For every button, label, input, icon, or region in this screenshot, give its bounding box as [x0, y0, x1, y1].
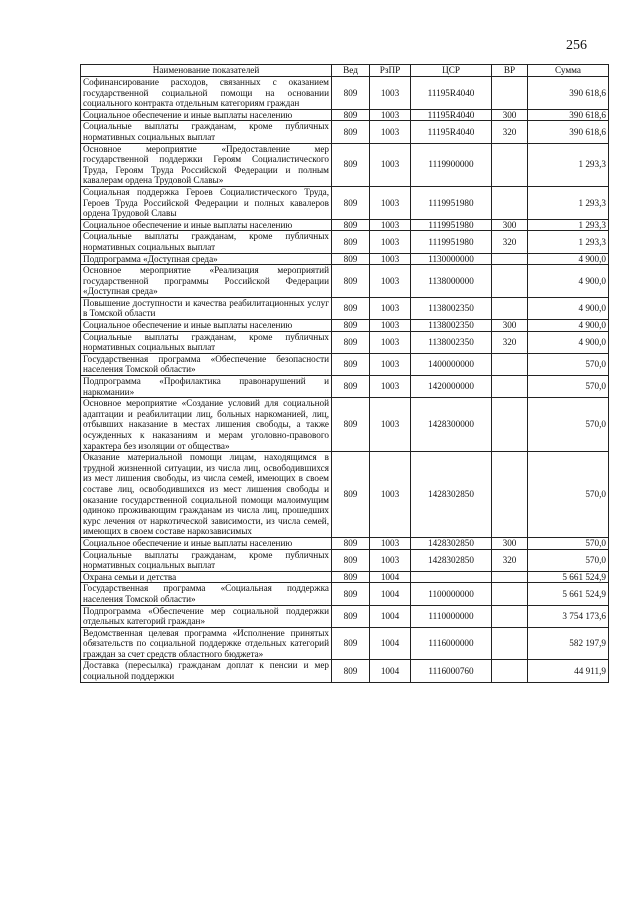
table-row — [81, 297, 609, 319]
header-vr: ВР — [492, 65, 528, 77]
row-csr: 1400000000 — [411, 353, 492, 375]
row-sum: 1 293,3 — [528, 143, 609, 186]
row-ved: 809 — [332, 143, 370, 186]
row-name: Социальные выплаты гражданам, кроме публичных нормативных социальных выплат — [81, 549, 332, 571]
row-sum: 570,0 — [528, 537, 609, 549]
row-sum: 4 900,0 — [528, 331, 609, 353]
header-name: Наименование показателей — [81, 65, 332, 77]
row-ved: 809 — [332, 537, 370, 549]
row-name: Софинансирование расходов, связанных с оказанием государственной социальной помощи на основании социального контракта отдельным категориям граждан — [81, 77, 332, 110]
row-csr: 11195R4040 — [411, 109, 492, 121]
table-row — [81, 627, 609, 660]
table-row — [81, 583, 609, 605]
row-name: Социальные выплаты гражданам, кроме публичных нормативных социальных выплат — [81, 121, 332, 143]
row-ved: 809 — [332, 376, 370, 398]
row-rzpr: 1003 — [370, 143, 411, 186]
row-sum: 1 293,3 — [528, 219, 609, 231]
row-ved: 809 — [332, 121, 370, 143]
row-csr: 1138002350 — [411, 331, 492, 353]
row-name: Подпрограмма «Обеспечение мер социальной поддержки отдельных категорий граждан» — [81, 605, 332, 627]
row-csr: 1130000000 — [411, 253, 492, 265]
row-name: Социальное обеспечение и иные выплаты населению — [81, 320, 332, 332]
table-row — [81, 398, 609, 452]
row-sum: 4 900,0 — [528, 297, 609, 319]
table-row — [81, 121, 609, 143]
header-csr: ЦСР — [411, 65, 492, 77]
row-sum: 4 900,0 — [528, 253, 609, 265]
row-vr — [492, 398, 528, 452]
row-rzpr: 1003 — [370, 549, 411, 571]
table-row — [81, 265, 609, 298]
row-rzpr: 1003 — [370, 253, 411, 265]
row-rzpr: 1004 — [370, 583, 411, 605]
row-ved: 809 — [332, 452, 370, 538]
row-sum: 1 293,3 — [528, 231, 609, 253]
row-sum: 4 900,0 — [528, 265, 609, 298]
row-rzpr: 1003 — [370, 186, 411, 219]
row-vr: 320 — [492, 331, 528, 353]
row-rzpr: 1003 — [370, 121, 411, 143]
row-csr: 1428300000 — [411, 398, 492, 452]
row-csr: 1110000000 — [411, 605, 492, 627]
row-csr: 1420000000 — [411, 376, 492, 398]
row-vr: 320 — [492, 549, 528, 571]
row-name: Охрана семьи и детства — [81, 571, 332, 583]
header-rzpr: РзПР — [370, 65, 411, 77]
row-name: Государственная программа «Обеспечение безопасности населения Томской области» — [81, 353, 332, 375]
row-csr: 1119951980 — [411, 231, 492, 253]
row-vr: 300 — [492, 219, 528, 231]
row-csr: 11195R4040 — [411, 77, 492, 110]
row-sum: 570,0 — [528, 353, 609, 375]
table-row — [81, 376, 609, 398]
row-rzpr: 1003 — [370, 77, 411, 110]
row-csr: 1138002350 — [411, 297, 492, 319]
row-csr: 1119900000 — [411, 143, 492, 186]
row-ved: 809 — [332, 605, 370, 627]
row-ved: 809 — [332, 219, 370, 231]
row-csr: 1116000760 — [411, 660, 492, 682]
row-vr — [492, 583, 528, 605]
row-name: Ведомственная целевая программа «Исполнение принятых обязательств по социальной поддержке отдельных категорий граждан за счет средств областного бюджета» — [81, 627, 332, 660]
row-vr: 300 — [492, 320, 528, 332]
row-name: Социальное обеспечение и иные выплаты населению — [81, 109, 332, 121]
table-header-row — [81, 65, 609, 77]
row-name: Основное мероприятие «Предоставление мер государственной поддержки Героям Социалистического Труда, Героям Труда Российской Федерации и полным кавалерам ордена Трудовой Славы» — [81, 143, 332, 186]
row-vr: 300 — [492, 109, 528, 121]
row-rzpr: 1004 — [370, 627, 411, 660]
row-vr — [492, 77, 528, 110]
header-sum: Сумма — [528, 65, 609, 77]
row-vr — [492, 571, 528, 583]
table-row — [81, 353, 609, 375]
row-csr — [411, 571, 492, 583]
row-rzpr: 1003 — [370, 297, 411, 319]
row-sum: 570,0 — [528, 376, 609, 398]
table-row — [81, 77, 609, 110]
row-sum: 390 618,6 — [528, 77, 609, 110]
row-sum: 570,0 — [528, 398, 609, 452]
row-sum: 570,0 — [528, 452, 609, 538]
row-rzpr: 1003 — [370, 231, 411, 253]
table-row — [81, 143, 609, 186]
table-row — [81, 219, 609, 231]
row-name: Социальные выплаты гражданам, кроме публичных нормативных социальных выплат — [81, 231, 332, 253]
row-csr: 1138000000 — [411, 265, 492, 298]
page-number: 256 — [566, 38, 587, 53]
row-csr: 1119951980 — [411, 219, 492, 231]
row-sum: 4 900,0 — [528, 320, 609, 332]
row-rzpr: 1003 — [370, 109, 411, 121]
row-vr: 300 — [492, 537, 528, 549]
row-rzpr: 1003 — [370, 353, 411, 375]
table-row — [81, 537, 609, 549]
table-row — [81, 331, 609, 353]
row-csr: 1428302850 — [411, 537, 492, 549]
row-name: Социальные выплаты гражданам, кроме публичных нормативных социальных выплат — [81, 331, 332, 353]
row-ved: 809 — [332, 297, 370, 319]
row-ved: 809 — [332, 320, 370, 332]
table-row — [81, 109, 609, 121]
row-name: Подпрограмма «Профилактика правонарушений и наркомании» — [81, 376, 332, 398]
row-ved: 809 — [332, 231, 370, 253]
row-rzpr: 1004 — [370, 571, 411, 583]
row-ved: 809 — [332, 265, 370, 298]
row-rzpr: 1003 — [370, 219, 411, 231]
budget-table — [80, 64, 609, 683]
table-row — [81, 549, 609, 571]
row-csr: 1119951980 — [411, 186, 492, 219]
row-rzpr: 1004 — [370, 605, 411, 627]
row-sum: 390 618,6 — [528, 109, 609, 121]
row-name: Повышение доступности и качества реабилитационных услуг в Томской области — [81, 297, 332, 319]
row-sum: 582 197,9 — [528, 627, 609, 660]
row-sum: 5 661 524,9 — [528, 571, 609, 583]
row-name: Основное мероприятие «Создание условий для социальной адаптации и реабилитации лиц, больных наркоманией, лиц, отбывших наказание в местах лишения свободы, а также осужденных к наказаниям и мерам уголовно-правового характера без изоляции от общества» — [81, 398, 332, 452]
table-row — [81, 660, 609, 682]
row-vr — [492, 253, 528, 265]
row-ved: 809 — [332, 583, 370, 605]
row-rzpr: 1003 — [370, 398, 411, 452]
table-row — [81, 186, 609, 219]
row-vr — [492, 376, 528, 398]
row-csr: 1116000000 — [411, 627, 492, 660]
row-csr: 1138002350 — [411, 320, 492, 332]
row-rzpr: 1003 — [370, 320, 411, 332]
row-csr: 1100000000 — [411, 583, 492, 605]
row-sum: 390 618,6 — [528, 121, 609, 143]
row-sum: 1 293,3 — [528, 186, 609, 219]
row-ved: 809 — [332, 549, 370, 571]
row-vr — [492, 186, 528, 219]
row-ved: 809 — [332, 253, 370, 265]
row-name: Подпрограмма «Доступная среда» — [81, 253, 332, 265]
row-rzpr: 1003 — [370, 452, 411, 538]
table-row — [81, 253, 609, 265]
row-ved: 809 — [332, 77, 370, 110]
row-csr: 11195R4040 — [411, 121, 492, 143]
row-vr — [492, 660, 528, 682]
table-row — [81, 605, 609, 627]
row-vr — [492, 605, 528, 627]
row-name: Доставка (пересылка) гражданам доплат к пенсии и мер социальной поддержки — [81, 660, 332, 682]
row-csr: 1428302850 — [411, 452, 492, 538]
row-ved: 809 — [332, 109, 370, 121]
table-row — [81, 452, 609, 538]
header-ved: Вед — [332, 65, 370, 77]
row-sum: 5 661 524,9 — [528, 583, 609, 605]
row-vr — [492, 297, 528, 319]
row-sum: 3 754 173,6 — [528, 605, 609, 627]
row-vr — [492, 265, 528, 298]
row-ved: 809 — [332, 331, 370, 353]
row-csr: 1428302850 — [411, 549, 492, 571]
row-vr: 320 — [492, 121, 528, 143]
row-vr: 320 — [492, 231, 528, 253]
row-ved: 809 — [332, 627, 370, 660]
row-name: Оказание материальной помощи лицам, находящимся в трудной жизненной ситуации, из числа лиц, освободившихся из мест лишения свободы, из числа семей, имеющих в своем составе лиц, освободившихся из мест лишения свободы и оказание государственной социальной помощи малоимущим одиноко проживающим гражданам из числа лиц, прошедших курс лечения от наркотической зависимости, из числа семей, имеющих в своем составе наркозависимых — [81, 452, 332, 538]
row-name: Государственная программа «Социальная поддержка населения Томской области» — [81, 583, 332, 605]
row-vr — [492, 452, 528, 538]
row-sum: 570,0 — [528, 549, 609, 571]
row-vr — [492, 353, 528, 375]
row-name: Социальное обеспечение и иные выплаты населению — [81, 219, 332, 231]
table-row — [81, 231, 609, 253]
table-row — [81, 320, 609, 332]
row-rzpr: 1003 — [370, 331, 411, 353]
row-name: Основное мероприятие «Реализация мероприятий государственной программы Российской Федерации «Доступная среда» — [81, 265, 332, 298]
table-row — [81, 571, 609, 583]
row-vr — [492, 143, 528, 186]
row-name: Социальное обеспечение и иные выплаты населению — [81, 537, 332, 549]
row-ved: 809 — [332, 398, 370, 452]
row-sum: 44 911,9 — [528, 660, 609, 682]
row-ved: 809 — [332, 660, 370, 682]
row-ved: 809 — [332, 571, 370, 583]
row-ved: 809 — [332, 353, 370, 375]
row-ved: 809 — [332, 186, 370, 219]
row-vr — [492, 627, 528, 660]
row-rzpr: 1003 — [370, 265, 411, 298]
row-name: Социальная поддержка Героев Социалистического Труда, Героев Труда Российской Федерации и полных кавалеров ордена Трудовой Славы — [81, 186, 332, 219]
row-rzpr: 1004 — [370, 660, 411, 682]
row-rzpr: 1003 — [370, 537, 411, 549]
row-rzpr: 1003 — [370, 376, 411, 398]
